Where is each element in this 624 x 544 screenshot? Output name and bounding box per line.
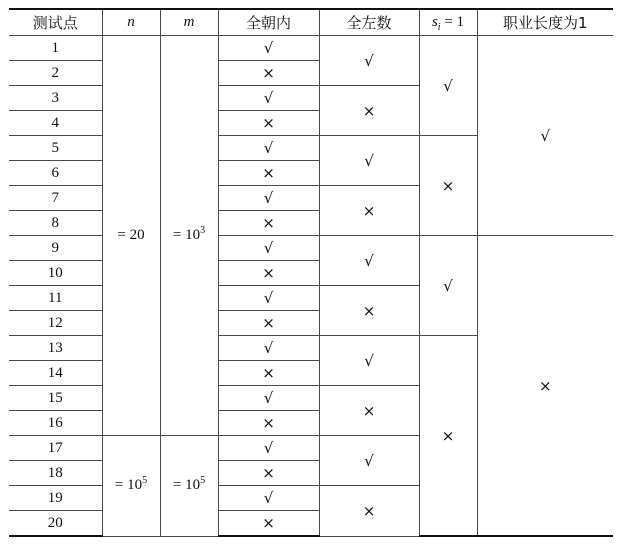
all-left-mark: × <box>319 186 419 236</box>
case-number: 7 <box>9 186 102 211</box>
s-eq-1-mark: × <box>419 136 477 236</box>
case-number: 14 <box>9 361 102 386</box>
m-value-prefix: = <box>172 227 186 243</box>
case-number: 10 <box>9 261 102 286</box>
m-value-prefix: = <box>172 477 186 494</box>
case-number: 17 <box>9 436 102 461</box>
n-value <box>102 436 160 537</box>
case-number: 8 <box>9 211 102 236</box>
s-eq-1-mark: × <box>419 336 477 537</box>
case-number: 15 <box>9 386 102 411</box>
case-number: 16 <box>9 411 102 436</box>
s-eq-1-mark: √ <box>419 236 477 336</box>
all-left-mark: × <box>319 486 419 537</box>
table-row <box>9 236 613 261</box>
all-left-mark: × <box>319 286 419 336</box>
case-number: 13 <box>9 336 102 361</box>
all-north-mark: √ <box>218 186 319 211</box>
all-north-mark: × <box>218 461 319 486</box>
n-value-prefix: = <box>114 477 128 494</box>
all-north-mark: √ <box>218 236 319 261</box>
n-value-exp: 5 <box>142 475 148 487</box>
case-number: 11 <box>9 286 102 311</box>
header-s-var: s <box>431 14 438 30</box>
all-north-mark: √ <box>218 386 319 411</box>
case-number: 12 <box>9 311 102 336</box>
header-m: m <box>160 9 218 36</box>
table-row <box>9 36 613 61</box>
all-north-mark: √ <box>218 136 319 161</box>
header-n: n <box>102 9 160 36</box>
all-left-mark: × <box>319 386 419 436</box>
m-value <box>160 436 218 537</box>
job-length-mark: × <box>477 236 613 537</box>
m-value-base: 10 <box>185 227 201 243</box>
case-number: 3 <box>9 86 102 111</box>
all-north-mark: √ <box>218 436 319 461</box>
all-north-mark: × <box>218 111 319 136</box>
case-number: 20 <box>9 511 102 537</box>
all-north-mark: × <box>218 511 319 537</box>
m-value-base: 10 <box>185 477 201 494</box>
all-north-mark: √ <box>218 486 319 511</box>
case-number: 19 <box>9 486 102 511</box>
header-case: 测试点 <box>9 9 102 36</box>
case-number: 5 <box>9 136 102 161</box>
s-eq-1-mark: √ <box>419 36 477 136</box>
case-number: 6 <box>9 161 102 186</box>
header-all-north: 全朝内 <box>218 9 319 36</box>
header-s-eq-1 <box>419 9 477 36</box>
case-number: 1 <box>9 36 102 61</box>
all-north-mark: × <box>218 361 319 386</box>
case-number: 9 <box>9 236 102 261</box>
test-case-table <box>9 8 613 537</box>
all-north-mark: × <box>218 61 319 86</box>
m-value-exp: 3 <box>200 225 206 236</box>
header-s-eq: = 1 <box>440 14 465 30</box>
all-north-mark: × <box>218 161 319 186</box>
header-job-length: 职业长度为1 <box>477 9 613 36</box>
all-north-mark: √ <box>218 36 319 61</box>
all-left-mark: × <box>319 86 419 136</box>
case-number: 18 <box>9 461 102 486</box>
all-north-mark: × <box>218 411 319 436</box>
all-north-mark: √ <box>218 86 319 111</box>
all-north-mark: × <box>218 311 319 336</box>
n-value <box>102 36 160 436</box>
all-left-mark: √ <box>319 36 419 86</box>
all-left-mark: √ <box>319 236 419 286</box>
n-value-prefix: = <box>117 227 130 243</box>
all-north-mark: √ <box>218 286 319 311</box>
n-value-base: 10 <box>127 477 143 494</box>
all-north-mark: × <box>218 261 319 286</box>
all-left-mark: √ <box>319 436 419 486</box>
case-number: 4 <box>9 111 102 136</box>
all-north-mark: √ <box>218 336 319 361</box>
table-body <box>9 36 613 537</box>
job-length-mark: √ <box>477 36 613 236</box>
case-number: 2 <box>9 61 102 86</box>
all-left-mark: √ <box>319 136 419 186</box>
m-value <box>160 36 218 436</box>
all-north-mark: × <box>218 211 319 236</box>
m-value-exp: 5 <box>200 475 206 487</box>
all-left-mark: √ <box>319 336 419 386</box>
header-all-left: 全左数 <box>319 9 419 36</box>
n-value-base: 20 <box>129 227 145 243</box>
header-row <box>9 9 613 36</box>
header-s-sub: i <box>437 22 441 33</box>
